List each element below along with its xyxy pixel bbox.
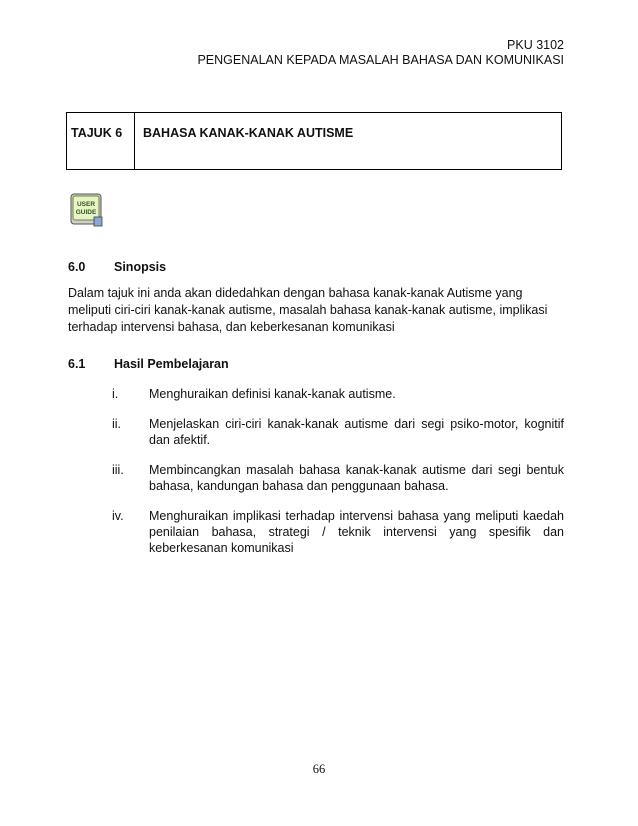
course-title: PENGENALAN KEPADA MASALAH BAHASA DAN KOMUNIKASI <box>197 53 564 67</box>
list-item-text: Menghuraikan implikasi terhadap intervensi bahasa yang meliputi kaedah penilaian bahasa, strategi / teknik intervensi yang spesifik dan keberkesanan komunikasi <box>149 509 564 555</box>
outcomes-number: 6.1 <box>68 357 86 371</box>
list-item-text: Menjelaskan ciri-ciri kanak-kanak autisme dari segi psiko-motor, kognitif dan afektif. <box>149 417 564 447</box>
list-item <box>112 386 564 402</box>
topic-title: BAHASA KANAK-KANAK AUTISME <box>143 126 354 140</box>
synopsis-number: 6.0 <box>68 260 86 274</box>
synopsis-text: Dalam tajuk ini anda akan didedahkan dengan bahasa kanak-kanak Autisme yang meliputi ciri-ciri kanak-kanak autisme, masalah bahasa kanak-kanak autisme, implikasi terhadap intervensi bahasa, dan keberkesanan komunikasi <box>68 286 548 334</box>
icon-text-guide: GUIDE <box>75 209 97 216</box>
outcomes-list <box>112 386 564 570</box>
icon-text-user: USER <box>76 201 96 208</box>
synopsis-heading <box>68 260 166 274</box>
list-item-text: Menghuraikan definisi kanak-kanak autisme. <box>149 387 396 401</box>
outcomes-heading <box>68 357 229 371</box>
page-number: 66 <box>312 762 326 776</box>
synopsis-title: Sinopsis <box>114 260 167 274</box>
list-item <box>112 508 564 556</box>
outcomes-title: Hasil Pembelajaran <box>114 357 229 371</box>
list-item <box>112 416 564 448</box>
list-item-roman: ii. <box>112 417 122 431</box>
topic-box <box>66 112 562 170</box>
list-item-roman: i. <box>112 387 119 401</box>
list-item-roman: iii. <box>112 463 124 477</box>
topic-label: TAJUK 6 <box>67 113 135 169</box>
course-code: PKU 3102 <box>507 38 564 52</box>
list-item-text: Membincangkan masalah bahasa kanak-kanak autisme dari segi bentuk bahasa, kandungan bahasa dan penggunaan bahasa. <box>149 463 564 493</box>
user-guide-icon <box>70 193 104 227</box>
list-item-roman: iv. <box>112 509 124 523</box>
list-item <box>112 462 564 494</box>
